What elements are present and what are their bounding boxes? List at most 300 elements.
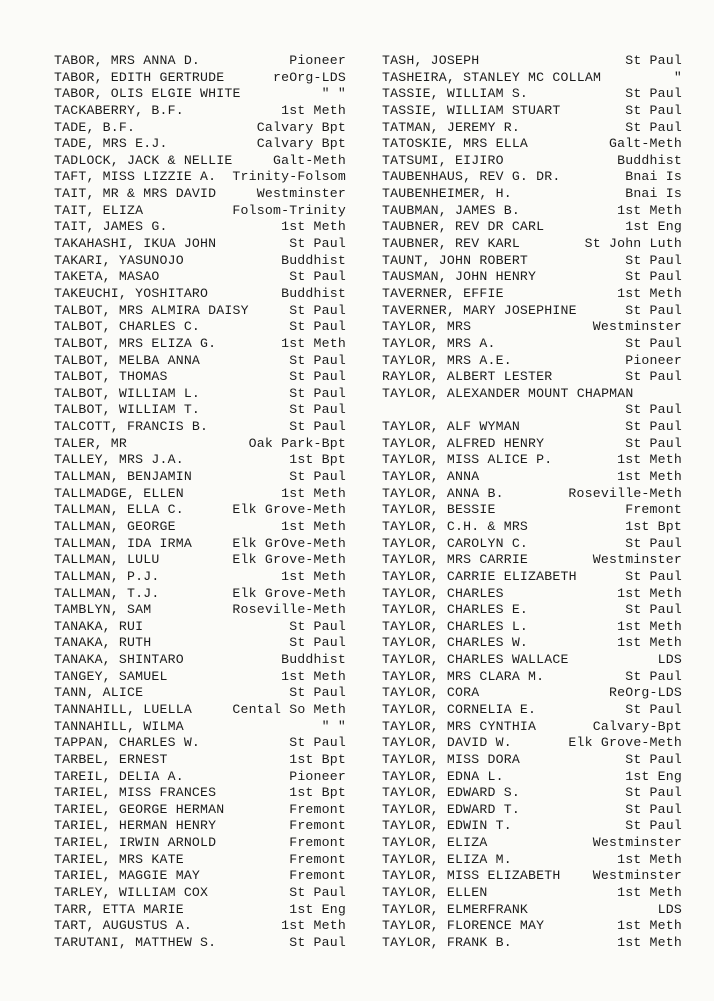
entry-name: TAKEUCHI, YOSHITARO	[54, 285, 209, 301]
entry-church: Westminster	[592, 868, 682, 884]
entry-name: TAYLOR, FLORENCE MAY	[382, 918, 545, 934]
directory-entry	[382, 502, 682, 519]
directory-entry	[382, 286, 682, 303]
entry-church: 1st Meth	[281, 102, 346, 118]
directory-entry	[54, 319, 346, 336]
entry-church: St John Luth	[584, 236, 682, 252]
entry-church: Cental So Meth	[232, 701, 346, 717]
directory-entry	[54, 685, 346, 702]
directory-entry	[54, 935, 346, 952]
directory-entry	[382, 203, 682, 220]
entry-name: TAVERNER, MARY JOSEPHINE	[382, 302, 577, 318]
directory-entry	[54, 502, 346, 519]
entry-church: Westminster	[592, 835, 682, 851]
directory-entry	[54, 868, 346, 885]
entry-church: Bnai Is	[625, 169, 682, 185]
entry-name: TAUSMAN, JOHN HENRY	[382, 269, 537, 285]
entry-name: TAYLOR, MISS ALICE P.	[382, 452, 553, 468]
directory-entry	[382, 669, 682, 686]
entry-church: reOrg-LDS	[272, 69, 346, 85]
entry-church: Fremont	[289, 818, 346, 834]
directory-entry	[54, 120, 346, 137]
entry-name: TAUBMAN, JAMES B.	[382, 202, 520, 218]
entry-church: " "	[321, 718, 346, 734]
entry-church: 1st Meth	[281, 518, 346, 534]
entry-name: TALER, MR	[54, 435, 128, 451]
directory-entry	[54, 303, 346, 320]
directory-entry	[54, 86, 346, 103]
entry-church: St Paul	[289, 236, 346, 252]
directory-entry	[382, 219, 682, 236]
directory-entry	[54, 53, 346, 70]
entry-name: TAYLOR, CARRIE ELIZABETH	[382, 568, 577, 584]
directory-entry	[382, 552, 682, 569]
directory-entry	[382, 835, 682, 852]
entry-church: 1st Meth	[617, 618, 682, 634]
entry-name: TAYLOR, C.H. & MRS	[382, 518, 529, 534]
entry-church: St Paul	[625, 701, 682, 717]
entry-church: " "	[321, 86, 346, 102]
entry-church: Elk GrOve-Meth	[232, 535, 346, 551]
directory-entry	[382, 336, 682, 353]
entry-church: St Paul	[625, 818, 682, 834]
entry-church: St Paul	[625, 435, 682, 451]
entry-name: TANN, ALICE	[54, 685, 144, 701]
entry-name: TAYLOR, ALF WYMAN	[382, 419, 520, 435]
entry-name: TAYLOR, CAROLYN C.	[382, 535, 529, 551]
entry-church: "	[673, 69, 682, 85]
directory-entry	[54, 253, 346, 270]
directory-entry	[382, 735, 682, 752]
entry-name: TAYLOR, CORNELIA E.	[382, 701, 537, 717]
entry-name: TALLMAN, GEORGE	[54, 518, 176, 534]
directory-entry	[54, 769, 346, 786]
entry-name: TAYLOR, ELIZA M.	[382, 851, 512, 867]
entry-church: St Paul	[289, 352, 346, 368]
entry-church: Buddhist	[281, 652, 346, 668]
directory-entry	[382, 120, 682, 137]
directory-entry	[382, 569, 682, 586]
entry-church: Buddhist	[281, 252, 346, 268]
directory-entry	[54, 602, 346, 619]
right-column	[382, 53, 682, 952]
entry-name: TALLEY, MRS J.A.	[54, 452, 184, 468]
entry-name: TAYLOR, EDWARD S.	[382, 785, 520, 801]
directory-entry	[54, 918, 346, 935]
entry-church: 1st Eng	[625, 768, 682, 784]
directory-entry	[382, 369, 682, 386]
entry-church: St Paul	[289, 469, 346, 485]
entry-name: TALLMAN, ELLA C.	[54, 502, 184, 518]
entry-name: TALLMADGE, ELLEN	[54, 485, 184, 501]
directory-entry	[382, 169, 682, 186]
entry-church: St Paul	[625, 785, 682, 801]
directory-entry	[54, 219, 346, 236]
entry-church: St Paul	[289, 402, 346, 418]
entry-name: TASH, JOSEPH	[382, 53, 480, 68]
entry-church: Roseville-Meth	[232, 602, 346, 618]
entry-name: TAYLOR, EDNA L.	[382, 768, 504, 784]
directory-entry	[382, 419, 682, 436]
directory-entry	[54, 902, 346, 919]
entry-name: TAKARI, YASUNOJO	[54, 252, 184, 268]
directory-entry	[54, 70, 346, 87]
directory-entry	[382, 586, 682, 603]
entry-church: LDS	[657, 652, 682, 668]
entry-church: St Paul	[625, 535, 682, 551]
entry-name: TAYLOR, CHARLES WALLACE	[382, 652, 569, 668]
entry-church: Calvary-Bpt	[592, 718, 682, 734]
directory-entry	[54, 652, 346, 669]
entry-name: TANAKA, RUTH	[54, 635, 152, 651]
entry-name: TAYLOR, CORA	[382, 685, 480, 701]
entry-name: TAYLOR, CHARLES	[382, 585, 504, 601]
entry-church: St Paul	[625, 119, 682, 135]
directory-entry	[54, 569, 346, 586]
directory-entry	[54, 136, 346, 153]
entry-church: 1st Eng	[625, 219, 682, 235]
entry-name: TART, AUGUSTUS A.	[54, 918, 192, 934]
entry-name: TARUTANI, MATTHEW S.	[54, 934, 217, 950]
directory-entry	[54, 752, 346, 769]
directory-entry	[54, 269, 346, 286]
entry-church: 1st Meth	[617, 285, 682, 301]
entry-church: St Paul	[289, 635, 346, 651]
directory-entry	[54, 369, 346, 386]
entry-church: Elk Grove-Meth	[232, 552, 346, 568]
entry-church: St Paul	[289, 685, 346, 701]
directory-entry	[382, 719, 682, 736]
entry-name: TALLMAN, T.J.	[54, 585, 160, 601]
entry-name: TAYLOR, ELMERFRANK	[382, 901, 529, 917]
entry-church: St Paul	[625, 53, 682, 68]
entry-name: TARR, ETTA MARIE	[54, 901, 184, 917]
directory-entry	[382, 602, 682, 619]
entry-name: TALBOT, WILLIAM T.	[54, 402, 201, 418]
entry-church: Westminster	[256, 186, 346, 202]
directory-entry	[382, 269, 682, 286]
directory-entry	[54, 669, 346, 686]
directory-entry	[382, 103, 682, 120]
entry-name: TAYLOR, MISS DORA	[382, 751, 520, 767]
directory-entry	[54, 336, 346, 353]
entry-name: TAUBNER, REV DR CARL	[382, 219, 545, 235]
directory-entry	[54, 619, 346, 636]
directory-entry	[54, 635, 346, 652]
directory-entry	[382, 935, 682, 952]
entry-church: Galt-Meth	[608, 136, 682, 152]
entry-name: TAYLOR, ANNA	[382, 469, 480, 485]
entry-church: Trinity-Folsom	[232, 169, 346, 185]
directory-entry	[54, 203, 346, 220]
entry-name: TATSUMI, EIJIRO	[382, 152, 504, 168]
entry-name: TAYLOR, ELIZA	[382, 835, 488, 851]
entry-church: 1st Meth	[617, 585, 682, 601]
entry-church: 1st Bpt	[289, 452, 346, 468]
entry-church: St Paul	[625, 419, 682, 435]
entry-name: TANNAHILL, WILMA	[54, 718, 184, 734]
directory-entry	[54, 402, 346, 419]
entry-name: TAMBLYN, SAM	[54, 602, 152, 618]
directory-entry	[54, 702, 346, 719]
entry-name: TARIEL, GEORGE HERMAN	[54, 801, 225, 817]
directory-entry	[382, 619, 682, 636]
entry-church: St Paul	[289, 302, 346, 318]
entry-name: TATOSKIE, MRS ELLA	[382, 136, 529, 152]
entry-name: TAYLOR, CHARLES E.	[382, 602, 529, 618]
entry-church: St Paul	[625, 252, 682, 268]
directory-entry	[382, 885, 682, 902]
entry-church: Elk Grove-Meth	[232, 585, 346, 601]
entry-name: TAIT, JAMES G.	[54, 219, 168, 235]
entry-name: TAYLOR, MRS A.	[382, 335, 496, 351]
entry-name: TAYLOR, MRS CARRIE	[382, 552, 529, 568]
entry-name: TAYLOR, CHARLES L.	[382, 618, 529, 634]
entry-name: TARIEL, MISS FRANCES	[54, 785, 217, 801]
entry-church: Elk Grove-Meth	[232, 502, 346, 518]
directory-entry	[382, 752, 682, 769]
directory-entry	[54, 436, 346, 453]
entry-name: TAYLOR, MRS CYNTHIA	[382, 718, 537, 734]
entry-church: 1st Meth	[617, 469, 682, 485]
entry-name: TANNAHILL, LUELLA	[54, 701, 192, 717]
left-column	[54, 53, 346, 952]
directory-entry	[382, 136, 682, 153]
entry-church: Westminster	[592, 552, 682, 568]
entry-name: TADE, MRS E.J.	[54, 136, 168, 152]
directory-entry	[54, 286, 346, 303]
entry-church: Westminster	[592, 319, 682, 335]
entry-church: St Paul	[625, 269, 682, 285]
directory-entry	[54, 419, 346, 436]
entry-name: TAYLOR, EDWIN T.	[382, 818, 512, 834]
entry-name: TAYLOR, CHARLES W.	[382, 635, 529, 651]
entry-church: St Paul	[625, 751, 682, 767]
directory-entry	[382, 685, 682, 702]
entry-church: 1st Meth	[617, 635, 682, 651]
entry-church: St Paul	[289, 885, 346, 901]
directory-entry	[382, 303, 682, 320]
entry-name: TALBOT, THOMAS	[54, 369, 168, 385]
entry-name: TALLMAN, IDA IRMA	[54, 535, 192, 551]
directory-entry	[382, 153, 682, 170]
entry-church: 1st Meth	[281, 335, 346, 351]
entry-name: TAYLOR, ALEXANDER MOUNT CHAPMAN	[382, 385, 634, 401]
directory-entry	[382, 486, 682, 503]
directory-entry	[382, 452, 682, 469]
directory-entry	[382, 702, 682, 719]
entry-name: TASSIE, WILLIAM S.	[382, 86, 529, 102]
entry-name: TARIEL, HERMAN HENRY	[54, 818, 217, 834]
directory-entry	[382, 868, 682, 885]
entry-name: TALBOT, MELBA ANNA	[54, 352, 201, 368]
entry-name: TAPPAN, CHARLES W.	[54, 735, 201, 751]
entry-church: Buddhist	[281, 285, 346, 301]
entry-name: TANAKA, RUI	[54, 618, 144, 634]
directory-entry	[54, 852, 346, 869]
entry-church: St Paul	[289, 319, 346, 335]
entry-name: TAYLOR, MISS ELIZABETH	[382, 868, 561, 884]
entry-name: TALLMAN, P.J.	[54, 568, 160, 584]
entry-name: RAYLOR, ALBERT LESTER	[382, 369, 553, 385]
entry-church: 1st Meth	[281, 485, 346, 501]
directory-entry	[54, 386, 346, 403]
entry-church: St Paul	[289, 735, 346, 751]
entry-name: TASSIE, WILLIAM STUART	[382, 102, 561, 118]
entry-name: TAIT, ELIZA	[54, 202, 144, 218]
entry-church: St Paul	[625, 402, 682, 418]
entry-name: TALBOT, WILLIAM L.	[54, 385, 201, 401]
entry-church: St Paul	[289, 269, 346, 285]
entry-name: TARIEL, IRWIN ARNOLD	[54, 835, 217, 851]
directory-entry	[54, 353, 346, 370]
entry-name: TAVERNER, EFFIE	[382, 285, 504, 301]
entry-church: ReOrg-LDS	[608, 685, 682, 701]
entry-name: TAYLOR, ALFRED HENRY	[382, 435, 545, 451]
entry-church: St Paul	[289, 419, 346, 435]
entry-church: Calvary Bpt	[256, 136, 346, 152]
entry-name: TATMAN, JEREMY R.	[382, 119, 520, 135]
entry-name: TAYLOR, ELLEN	[382, 885, 488, 901]
entry-name: TARBEL, ERNEST	[54, 751, 168, 767]
entry-church: St Paul	[625, 668, 682, 684]
entry-name: TALCOTT, FRANCIS B.	[54, 419, 209, 435]
directory-entry	[382, 802, 682, 819]
entry-church: 1st Meth	[617, 885, 682, 901]
entry-church: St Paul	[625, 335, 682, 351]
directory-entry	[382, 519, 682, 536]
entry-church: St Paul	[625, 302, 682, 318]
entry-church: 1st Meth	[281, 219, 346, 235]
entry-name: TAFT, MISS LIZZIE A.	[54, 169, 217, 185]
directory-entry	[54, 452, 346, 469]
entry-name: TAYLOR, MRS A.E.	[382, 352, 512, 368]
entry-church: 1st Meth	[281, 668, 346, 684]
entry-church: St Paul	[289, 369, 346, 385]
entry-name: TABOR, MRS ANNA D.	[54, 53, 201, 68]
directory-entry	[54, 885, 346, 902]
entry-church: Fremont	[289, 835, 346, 851]
entry-name: TACKABERRY, B.F.	[54, 102, 184, 118]
directory-entry	[54, 818, 346, 835]
entry-name: TARLEY, WILLIAM COX	[54, 885, 209, 901]
directory-entry	[382, 785, 682, 802]
entry-church: St Paul	[625, 369, 682, 385]
entry-name: TADLOCK, JACK & NELLIE	[54, 152, 233, 168]
entry-name: TAYLOR, FRANK B.	[382, 934, 512, 950]
directory-entry	[382, 353, 682, 370]
entry-name: TAYLOR, ANNA B.	[382, 485, 504, 501]
directory-entry	[54, 519, 346, 536]
directory-entry	[382, 386, 682, 403]
entry-church: Pioneer	[289, 53, 346, 68]
entry-church: Elk Grove-Meth	[568, 735, 682, 751]
entry-name: TALLMAN, BENJAMIN	[54, 469, 192, 485]
entry-name: TAIT, MR & MRS DAVID	[54, 186, 217, 202]
directory-entry	[54, 586, 346, 603]
entry-name: TAKETA, MASAO	[54, 269, 160, 285]
entry-church: St Paul	[625, 602, 682, 618]
entry-church: 1st Meth	[617, 452, 682, 468]
entry-name: TALLMAN, LULU	[54, 552, 160, 568]
entry-church: St Paul	[625, 102, 682, 118]
directory-entry	[54, 103, 346, 120]
entry-church: Galt-Meth	[272, 152, 346, 168]
entry-name: TALBOT, MRS ELIZA G.	[54, 335, 217, 351]
directory-entry	[382, 469, 682, 486]
entry-name: TARIEL, MAGGIE MAY	[54, 868, 201, 884]
entry-name: TAYLOR, MRS CLARA M.	[382, 668, 545, 684]
entry-name: TAYLOR, BESSIE	[382, 502, 496, 518]
entry-church: 1st Meth	[281, 568, 346, 584]
directory-entry	[382, 86, 682, 103]
directory-entry	[54, 802, 346, 819]
directory-entry	[382, 70, 682, 87]
directory-entry	[382, 918, 682, 935]
directory-entry	[54, 735, 346, 752]
entry-name: TANGEY, SAMUEL	[54, 668, 168, 684]
entry-church: St Paul	[289, 618, 346, 634]
directory-entry	[382, 53, 682, 70]
directory-entry	[382, 536, 682, 553]
entry-church: St Paul	[625, 801, 682, 817]
entry-name: TAUBENHEIMER, H.	[382, 186, 512, 202]
directory-entry	[54, 536, 346, 553]
entry-church: 1st Meth	[617, 934, 682, 950]
entry-church: LDS	[657, 901, 682, 917]
directory-entry	[382, 319, 682, 336]
entry-church: Pioneer	[289, 768, 346, 784]
entry-name: TAUBENHAUS, REV G. DR.	[382, 169, 561, 185]
directory-entry	[54, 486, 346, 503]
directory-entry	[382, 818, 682, 835]
entry-church: Fremont	[289, 801, 346, 817]
entry-church: Fremont	[289, 868, 346, 884]
entry-name: TADE, B.F.	[54, 119, 136, 135]
directory-entry	[382, 186, 682, 203]
entry-name: TASHEIRA, STANLEY MC COLLAM	[382, 69, 602, 85]
entry-church: St Paul	[625, 568, 682, 584]
entry-name: TALBOT, MRS ALMIRA DAISY	[54, 302, 249, 318]
entry-name: TABOR, EDITH GERTRUDE	[54, 69, 225, 85]
entry-name: TANAKA, SHINTARO	[54, 652, 184, 668]
entry-name: TAUNT, JOHN ROBERT	[382, 252, 529, 268]
entry-church: Folsom-Trinity	[232, 202, 346, 218]
directory-entry	[54, 236, 346, 253]
entry-church: 1st Eng	[289, 901, 346, 917]
directory-entry	[382, 402, 682, 419]
directory-entry	[54, 719, 346, 736]
entry-name: TARIEL, MRS KATE	[54, 851, 184, 867]
entry-name: TAYLOR, EDWARD T.	[382, 801, 520, 817]
directory-entry	[382, 253, 682, 270]
entry-name: TAYLOR, DAVID W.	[382, 735, 512, 751]
directory-entry	[382, 436, 682, 453]
entry-name: TAYLOR, MRS	[382, 319, 472, 335]
directory-entry	[54, 153, 346, 170]
entry-church: St Paul	[625, 86, 682, 102]
entry-church: 1st Meth	[617, 851, 682, 867]
entry-church: Bnai Is	[625, 186, 682, 202]
entry-church: Fremont	[625, 502, 682, 518]
entry-name: TABOR, OLIS ELGIE WHITE	[54, 86, 241, 102]
directory-entry	[382, 852, 682, 869]
entry-church: Pioneer	[625, 352, 682, 368]
directory-entry	[382, 635, 682, 652]
directory-entry	[54, 835, 346, 852]
entry-church: St Paul	[289, 385, 346, 401]
entry-church: 1st Bpt	[289, 785, 346, 801]
